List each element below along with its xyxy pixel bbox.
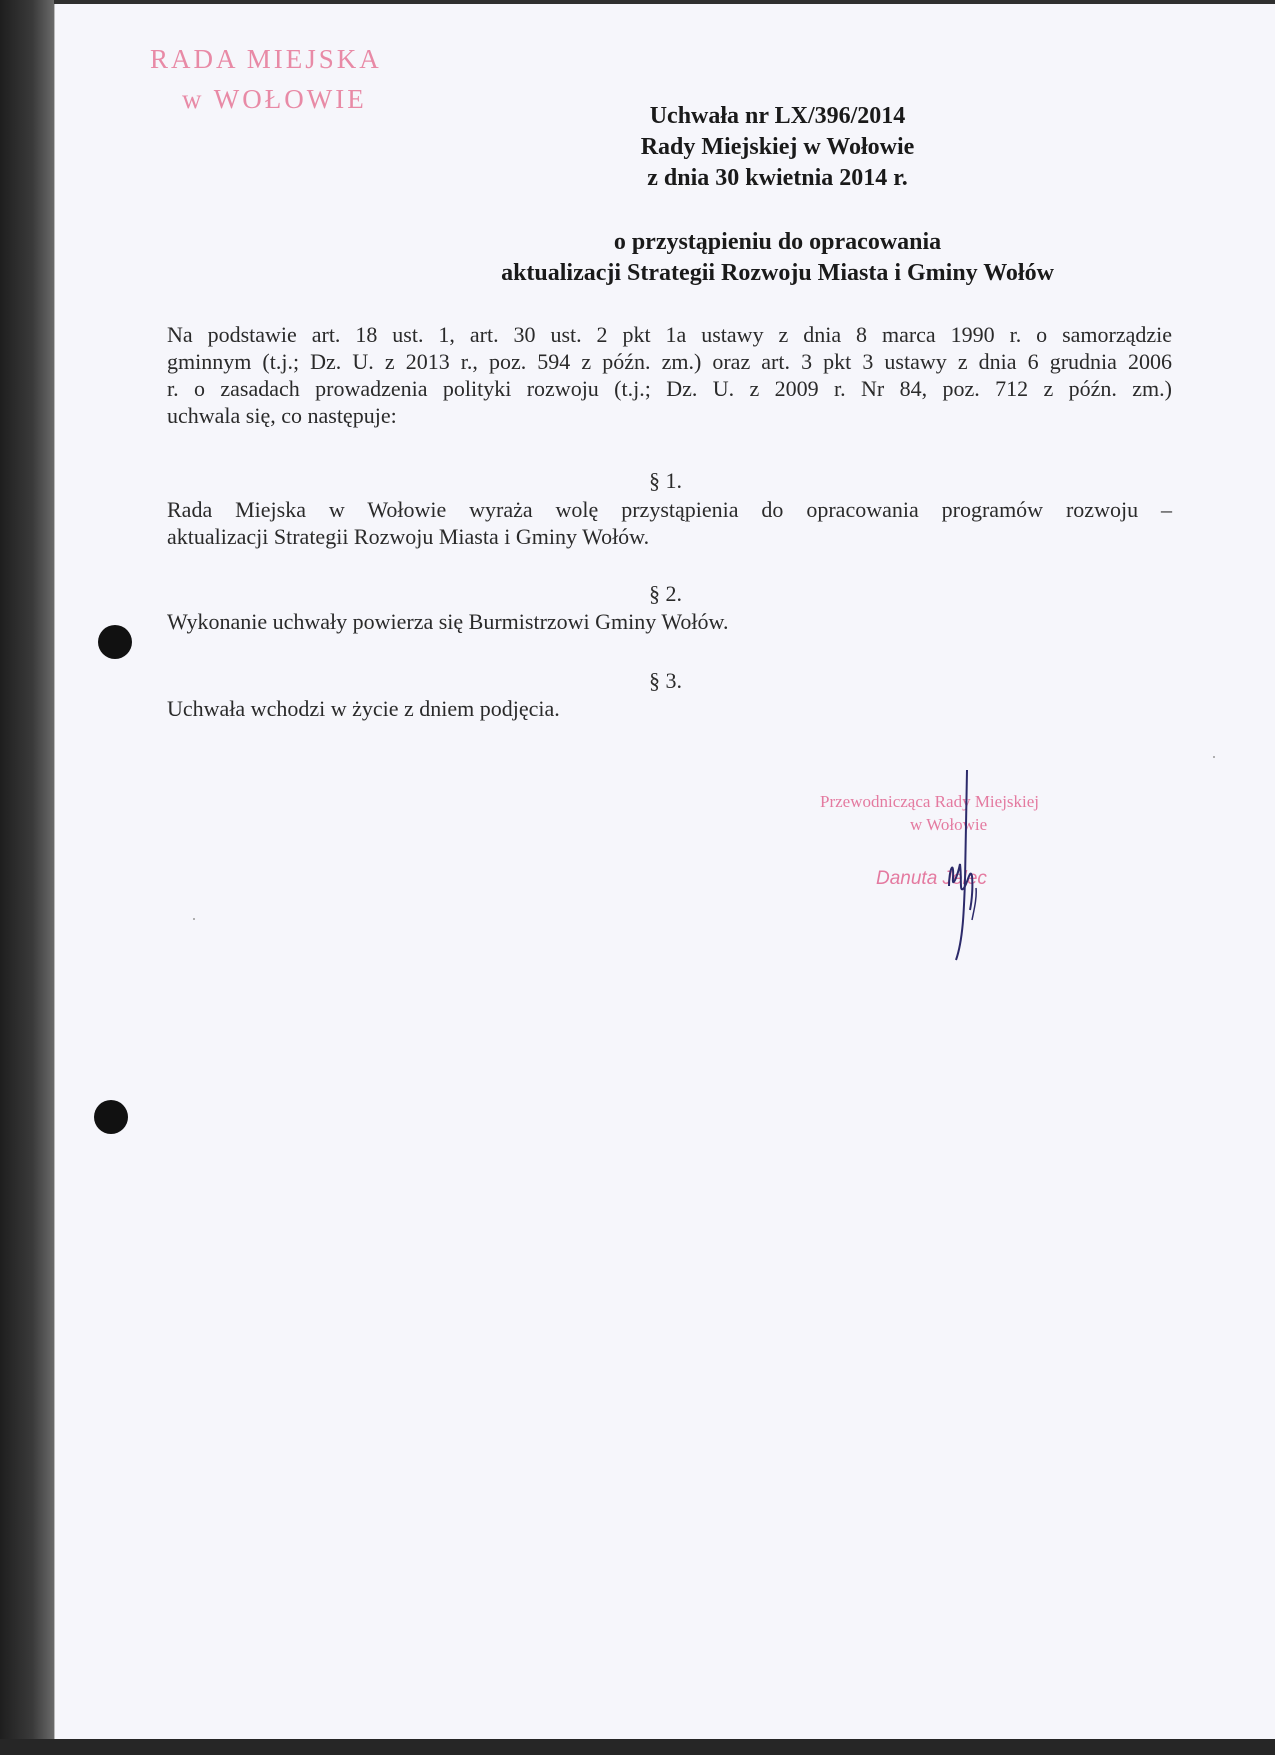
paper-speck <box>193 918 195 920</box>
handwritten-signature <box>930 770 1030 970</box>
section-2-text: Wykonanie uchwały powierza się Burmistrzowi Gminy Wołów. <box>167 609 729 634</box>
preamble-line: r. o zasadach prowadzenia polityki rozwoju (t.j.; Dz. U. z 2009 r. Nr 84, poz. 712 z późn. zm.) <box>167 376 1172 401</box>
council-stamp-line1: RADA MIEJSKA <box>150 44 382 74</box>
resolution-number: Uchwała nr LX/396/2014 <box>649 103 906 129</box>
scan-edge <box>0 0 54 1755</box>
section-1-line: aktualizacji Strategii Rozwoju Miasta i Gminy Wołów. <box>167 524 650 549</box>
chair-name: Danuta Jelec <box>876 868 987 889</box>
section-3-text: Uchwała wchodzi w życie z dniem podjęcia. <box>167 696 560 721</box>
subject-line2: aktualizacji Strategii Rozwoju Miasta i Gminy Wołów <box>501 260 1054 286</box>
section-1-text <box>167 496 1172 550</box>
preamble <box>167 321 1172 429</box>
preamble-line: Na podstawie art. 18 ust. 1, art. 30 ust. 2 pkt 1a ustawy z dnia 8 marca 1990 r. o samorządzie <box>167 322 1172 347</box>
resolution-date: z dnia 30 kwietnia 2014 r. <box>647 165 908 191</box>
chair-stamp-line1: Przewodnicząca Rady Miejskiej <box>820 792 1040 811</box>
subject-line1: o przystąpieniu do opracowania <box>613 229 942 255</box>
punch-hole <box>94 1100 128 1134</box>
preamble-line: uchwala się, co następuje: <box>167 403 397 428</box>
scan-bottom-edge <box>0 1739 1275 1755</box>
section-3-sign: § 3. <box>649 668 682 693</box>
section-2-sign: § 2. <box>649 581 682 606</box>
section-1-line: Rada Miejska w Wołowie wyraża wolę przystąpienia do opracowania programów rozwoju – <box>167 497 1172 522</box>
resolution-issuer: Rady Miejskiej w Wołowie <box>640 134 915 160</box>
preamble-line: gminnym (t.j.; Dz. U. z 2013 r., poz. 594 z późn. zm.) oraz art. 3 pkt 3 ustawy z dnia 6 grudnia 2006 <box>167 349 1172 374</box>
punch-hole <box>98 625 132 659</box>
chair-stamp-line2: w Wołowie <box>910 815 988 834</box>
paper-speck <box>1213 756 1215 758</box>
section-1-sign: § 1. <box>649 468 682 493</box>
council-stamp-line2: w WOŁOWIE <box>182 84 367 114</box>
